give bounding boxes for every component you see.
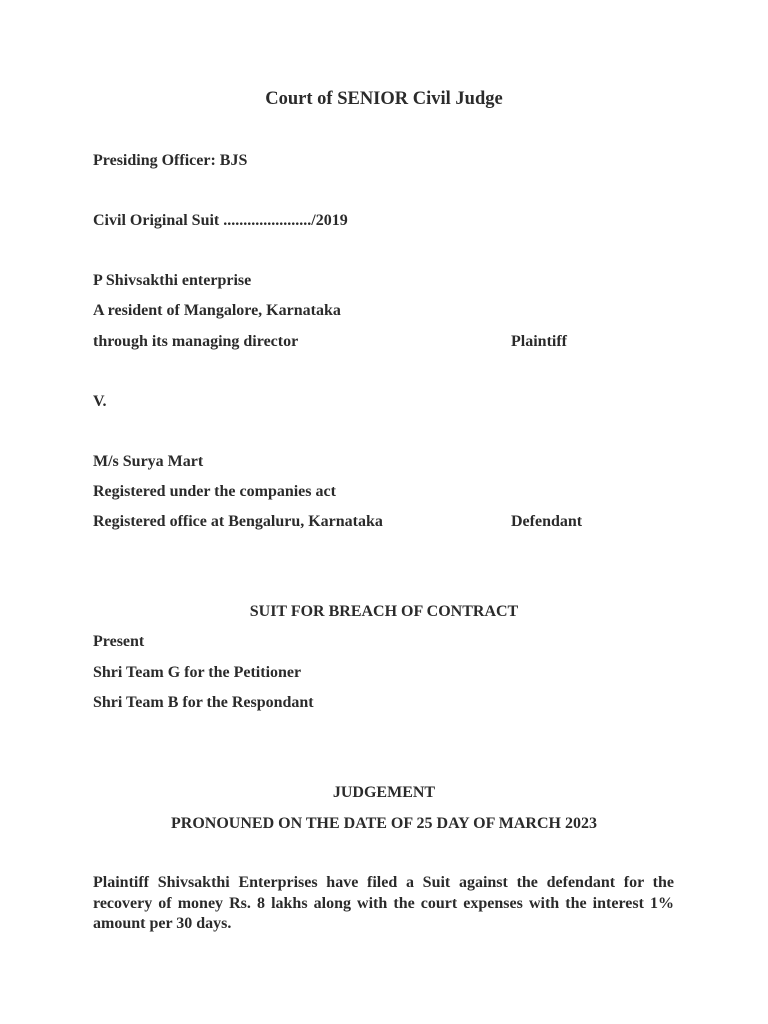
plaintiff-role: Plaintiff [511, 333, 567, 350]
court-title: Court of SENIOR Civil Judge [265, 89, 503, 109]
suit-number: Civil Original Suit ....................../2019 [93, 212, 348, 229]
plaintiff-residence: A resident of Mangalore, Karnataka [93, 302, 341, 319]
body-paragraph: Plaintiff Shivsakthi Enterprises have filed a Suit against the defendant for the recovery of money Rs. 8 lakhs along with the court expenses with the interest 1% amount per 30 days. [93, 874, 674, 932]
plaintiff-through: through its managing director [93, 333, 299, 350]
defendant-office: Registered office at Bengaluru, Karnataka [93, 513, 383, 530]
suit-heading: SUIT FOR BREACH OF CONTRACT [249, 603, 519, 620]
defendant-name: M/s Surya Mart [93, 453, 204, 470]
pronounced-date: PRONOUNED ON THE DATE OF 25 DAY OF MARCH 2023 [171, 815, 597, 832]
respondent-counsel: Shri Team B for the Respondant [93, 694, 314, 711]
defendant-role: Defendant [511, 513, 583, 530]
petitioner-counsel: Shri Team G for the Petitioner [93, 664, 302, 681]
plaintiff-name: P Shivsakthi enterprise [93, 272, 252, 289]
judgement-heading: JUDGEMENT [332, 784, 436, 801]
versus: V. [93, 393, 107, 410]
defendant-registration: Registered under the companies act [93, 483, 336, 500]
presiding-officer: Presiding Officer: BJS [93, 152, 248, 169]
present-label: Present [93, 633, 145, 650]
